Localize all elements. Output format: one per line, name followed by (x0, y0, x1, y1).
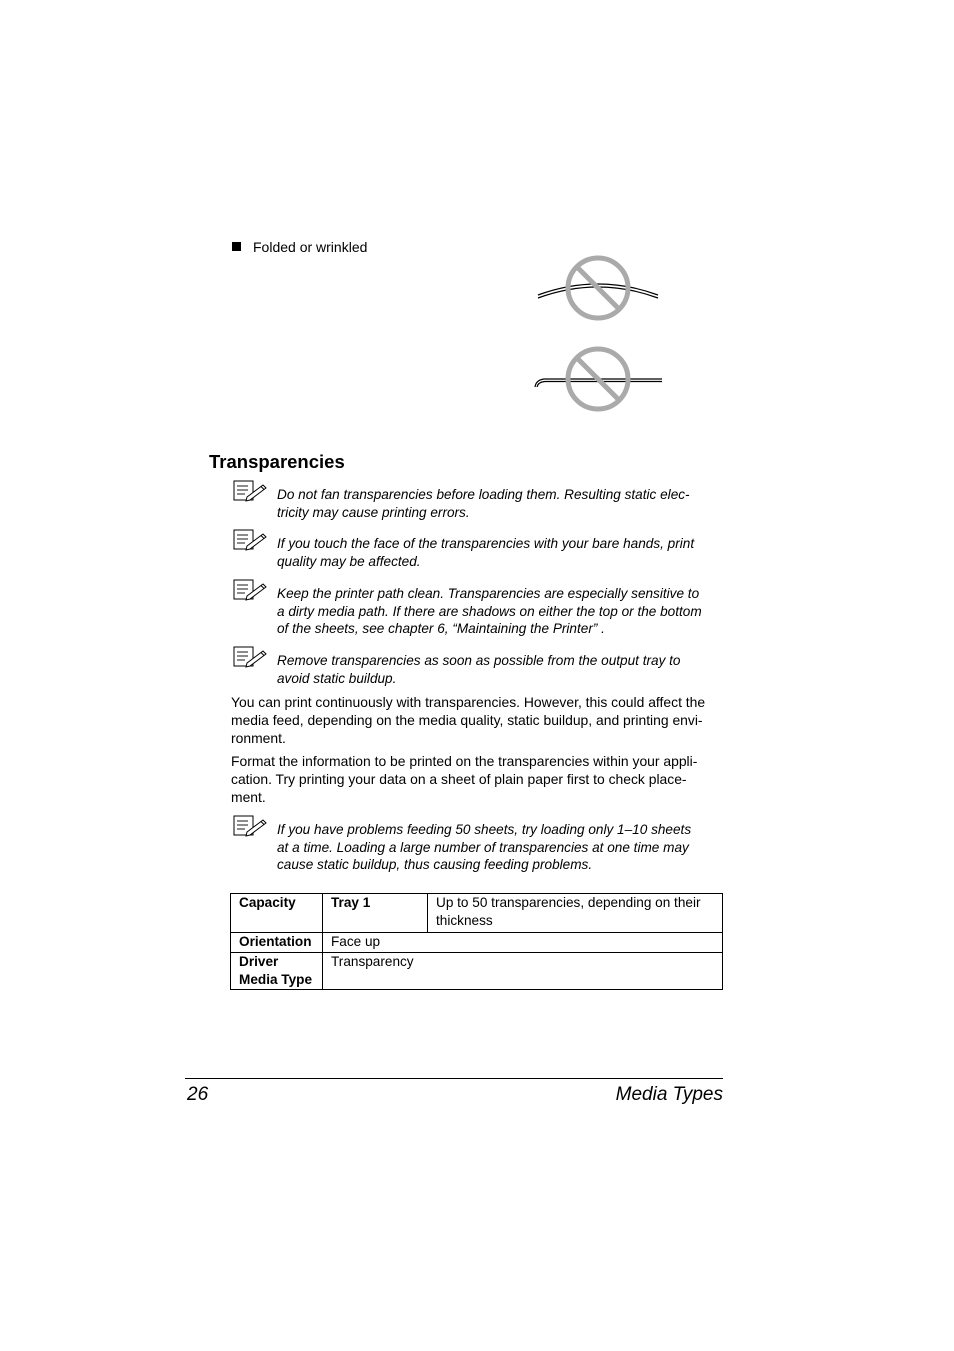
table-row (231, 953, 723, 990)
note-text: Remove transparencies as soon as possible from the output tray to avoid static buildup. (277, 653, 681, 686)
body-paragraph: You can print continuously with transparencies. However, this could affect the media feed, depending on the media quality, static buildup, and printing envi- ronment. (231, 694, 706, 746)
note-pencil-icon (233, 529, 269, 553)
bullet-square-icon (232, 242, 241, 251)
table-row (231, 933, 723, 953)
bullet-text: Folded or wrinkled (253, 239, 368, 255)
note-1 (233, 480, 723, 522)
folded-sheet-figure (530, 342, 670, 414)
transparency-spec-table (230, 893, 723, 990)
capacity-label: Capacity (231, 894, 323, 933)
chapter-title: Media Types (615, 1084, 723, 1105)
note-pencil-icon (233, 579, 269, 603)
footer-rule (185, 1078, 723, 1079)
note-2 (233, 529, 723, 571)
note-3 (233, 579, 723, 639)
note-5 (233, 815, 723, 875)
note-pencil-icon (233, 815, 269, 839)
driver-media-type-value: Transparency (323, 953, 723, 990)
note-text: If you touch the face of the transparencies with your bare hands, print quality may be affected. (277, 536, 695, 569)
page-number: 26 (187, 1084, 209, 1105)
orientation-value: Face up (323, 933, 723, 953)
capacity-value: Up to 50 transparencies, depending on their thickness (428, 894, 723, 933)
section-title: Transparencies (209, 451, 345, 472)
note-text: Keep the printer path clean. Transparencies are especially sensitive to a dirty media path. If there are shadows on either the top or the bottom of the sheets, see chapter 6, “Maintaining the Printer” . (277, 586, 702, 637)
note-text: If you have problems feeding 50 sheets, try loading only 1–10 sheets at a time. Loading a large number of transparencies at one time may cause static buildup, thus causing feeding problems. (277, 822, 692, 873)
orientation-label: Orientation (231, 933, 323, 953)
body-paragraph: Format the information to be printed on the transparencies within your appli- cation. Try printing your data on a sheet of plain paper first to check place- ment. (231, 753, 698, 805)
note-pencil-icon (233, 480, 269, 504)
bullet-item (232, 238, 367, 256)
curled-sheet-figure (530, 252, 670, 324)
driver-media-type-label: Driver Media Type (231, 953, 323, 990)
note-pencil-icon (233, 646, 269, 670)
note-text: Do not fan transparencies before loading them. Resulting static elec- tricity may cause printing errors. (277, 487, 690, 520)
table-row (231, 894, 723, 933)
note-4 (233, 646, 723, 688)
tray-label: Tray 1 (323, 894, 428, 933)
